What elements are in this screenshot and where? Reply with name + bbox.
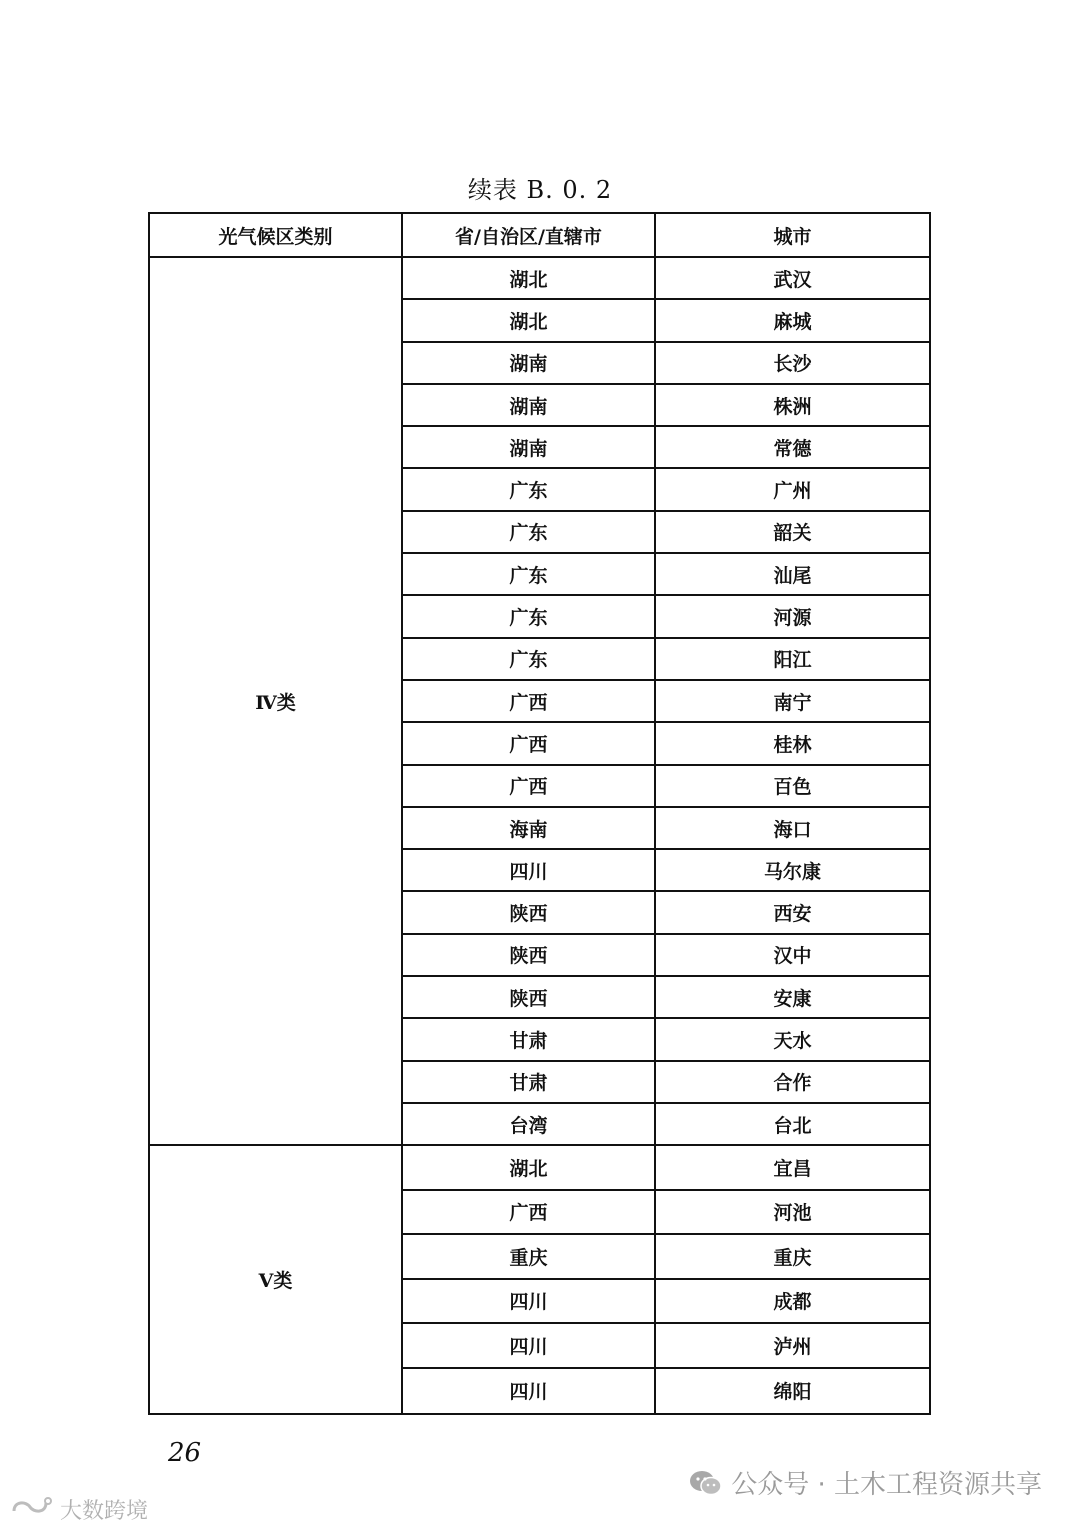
city-cell: 合作 xyxy=(656,1062,929,1104)
header-city: 城市 xyxy=(656,214,929,258)
city-cell: 麻城 xyxy=(656,300,929,342)
province-cell: 湖北 xyxy=(403,300,656,342)
province-cell: 海南 xyxy=(403,808,656,850)
city-cell: 南宁 xyxy=(656,681,929,723)
province-cell: 湖北 xyxy=(403,1146,656,1191)
city-cell: 泸州 xyxy=(656,1324,929,1369)
city-cell: 广州 xyxy=(656,469,929,511)
city-cell: 百色 xyxy=(656,766,929,808)
city-cell: 河源 xyxy=(656,596,929,638)
city-cell: 台北 xyxy=(656,1104,929,1146)
category-label: Ⅳ类 xyxy=(255,691,296,714)
province-cell: 广东 xyxy=(403,596,656,638)
page-number: 26 xyxy=(168,1438,202,1468)
city-cell: 海口 xyxy=(656,808,929,850)
category-label: Ⅴ类 xyxy=(258,1270,293,1293)
city-cell: 天水 xyxy=(656,1019,929,1061)
city-cell: 韶关 xyxy=(656,512,929,554)
table-header-row xyxy=(150,214,929,258)
city-cell: 重庆 xyxy=(656,1235,929,1280)
watermark-left xyxy=(10,1494,148,1525)
province-cell: 广西 xyxy=(403,723,656,765)
city-cell: 汉中 xyxy=(656,935,929,977)
province-cell: 广西 xyxy=(403,766,656,808)
province-cell: 四川 xyxy=(403,1369,656,1414)
province-cell: 湖北 xyxy=(403,258,656,300)
province-cell: 广东 xyxy=(403,639,656,681)
province-cell: 广西 xyxy=(403,681,656,723)
province-cell: 陕西 xyxy=(403,892,656,934)
wechat-icon xyxy=(689,1469,723,1497)
city-cell: 成都 xyxy=(656,1280,929,1325)
category-cell xyxy=(150,258,403,1146)
city-cell: 汕尾 xyxy=(656,554,929,596)
province-cell: 广东 xyxy=(403,554,656,596)
province-cell: 湖南 xyxy=(403,427,656,469)
header-province: 省/自治区/直辖市 xyxy=(403,214,656,258)
province-cell: 四川 xyxy=(403,1324,656,1369)
light-climate-table xyxy=(148,212,931,1415)
city-cell: 安康 xyxy=(656,977,929,1019)
province-cell: 台湾 xyxy=(403,1104,656,1146)
province-cell: 广东 xyxy=(403,512,656,554)
header-category: 光气候区类别 xyxy=(150,214,403,258)
city-cell: 武汉 xyxy=(656,258,929,300)
city-cell: 西安 xyxy=(656,892,929,934)
province-cell: 四川 xyxy=(403,850,656,892)
watermark-right xyxy=(689,1464,1042,1501)
city-cell: 桂林 xyxy=(656,723,929,765)
city-cell: 长沙 xyxy=(656,343,929,385)
table-body xyxy=(150,258,929,1413)
city-cell: 株洲 xyxy=(656,385,929,427)
watermark-right-text: 公众号 · 土木工程资源共享 xyxy=(731,1470,1042,1500)
city-cell: 阳江 xyxy=(656,639,929,681)
watermark-left-text: 大数跨境 xyxy=(60,1499,149,1524)
province-cell: 湖南 xyxy=(403,385,656,427)
province-cell: 甘肃 xyxy=(403,1019,656,1061)
province-cell: 陕西 xyxy=(403,977,656,1019)
city-cell: 宜昌 xyxy=(656,1146,929,1191)
loop-logo-icon xyxy=(10,1495,54,1525)
table-row xyxy=(150,1146,929,1191)
city-cell: 马尔康 xyxy=(656,850,929,892)
province-cell: 甘肃 xyxy=(403,1062,656,1104)
city-cell: 绵阳 xyxy=(773,1381,812,1404)
province-cell: 湖南 xyxy=(403,343,656,385)
province-cell: 陕西 xyxy=(403,935,656,977)
province-cell: 重庆 xyxy=(403,1235,656,1280)
category-cell xyxy=(150,1146,403,1413)
province-cell: 广东 xyxy=(403,469,656,511)
province-cell: 四川 xyxy=(403,1280,656,1325)
city-cell: 常德 xyxy=(656,427,929,469)
city-cell: 河池 xyxy=(656,1191,929,1236)
table-caption: 续表 B. 0. 2 xyxy=(467,176,613,204)
province-cell: 广西 xyxy=(403,1191,656,1236)
table-row xyxy=(150,258,929,300)
